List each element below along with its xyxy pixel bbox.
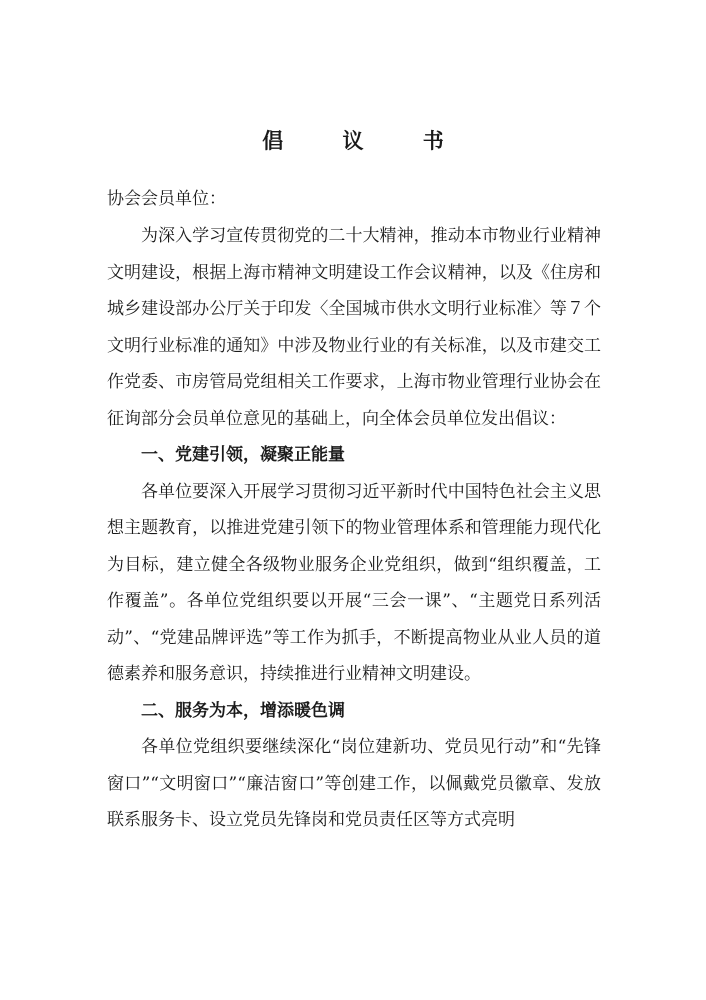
salutation: 协会会员单位： [107, 189, 226, 209]
document-title: 倡 议 书 [262, 128, 470, 153]
section-1-paragraph: 各单位要深入开展学习贯彻习近平新时代中国特色社会主义思想主题教育，以推进党建引领下的物业管理体系和管理能力现代化为目标，建立健全各级物业服务企业党组织，做到“组织覆盖，工作覆盖”。各单位党组织要以开展“三会一课”、“主题党日系列活动”、“党建品牌评选”等工作为抓手，不断提高物业从业人员的道德素养和服务意识，持续推进行业精神文明建设。 [107, 481, 601, 684]
intro-paragraph: 为深入学习宣传贯彻党的二十大精神，推动本市物业行业精神文明建设，根据上海市精神文明建设工作会议精神，以及《住房和城乡建设部办公厅关于印发〈全国城市供水文明行业标准〉等７个文明行业标准的通知》中涉及物业行业的有关标准，以及市建交工作党委、市房管局党组相关工作要求，上海市物业管理行业协会在征询部分会员单位意见的基础上，向全体会员单位发出倡议： [107, 226, 601, 429]
section-1-heading: 一、党建引领，凝聚正能量 [141, 445, 345, 465]
document-body [107, 218, 601, 839]
section-2-paragraph: 各单位党组织要继续深化“岗位建新功、党员见行动”和“先锋窗口”“文明窗口”“廉洁窗口”等创建工作，以佩戴党员徽章、发放联系服务卡、设立党员先锋岗和党员责任区等方式亮明 [107, 737, 601, 830]
section-2-heading: 二、服务为本，增添暖色调 [141, 700, 345, 721]
